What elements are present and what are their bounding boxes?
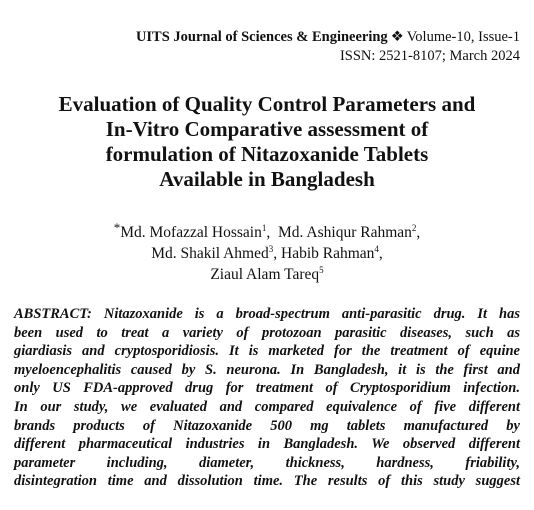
- abstract-line: In our study, we evaluated and compared equivalence of five different: [14, 398, 520, 415]
- affiliation-number: 1: [261, 223, 267, 233]
- abstract-line: ABSTRACT: Nitazoxanide is a broad-spectrum anti-parasitic drug. It has: [14, 306, 520, 322]
- affiliation-number: 3: [268, 244, 274, 254]
- abstract-line: been used to treat a variety of protozoan parasitic diseases, such as: [14, 324, 520, 341]
- author-name: Md. Mofazzal Hossain: [120, 224, 262, 241]
- abstract-line: giardiasis and cryptosporidiosis. It is marketed for the treatment of equine: [14, 343, 520, 360]
- abstract: [14, 305, 520, 491]
- abstract-line: only US FDA-approved drug for treatment of Cryptosporidium infection.: [14, 380, 520, 397]
- title-line: Available in Bangladesh: [159, 167, 375, 191]
- separator-glyph: ❖: [390, 29, 404, 45]
- affiliation-number: 5: [319, 265, 324, 275]
- corresponding-author-mark: *: [113, 220, 121, 235]
- affiliation-number: 2: [411, 223, 417, 233]
- volume-issue: Volume-10, Issue-1: [406, 29, 520, 45]
- author-list: [0, 222, 534, 285]
- author-name: Md. Shakil Ahmed: [151, 245, 269, 262]
- title-line: Evaluation of Quality Control Parameters and: [58, 92, 476, 116]
- author-line: Md. Shakil Ahmed$^3$, Habib Rahman$^4$,: [151, 244, 383, 262]
- paper-title: [0, 92, 534, 192]
- abstract-line: myeloencephalitis caused by S. neurona. In Bangladesh, it is the first and: [14, 361, 520, 378]
- author-name: Ziaul Alam Tareq: [210, 266, 320, 283]
- author-name: Habib Rahman: [281, 245, 375, 262]
- journal-header: [136, 28, 520, 66]
- title-line: formulation of Nitazoxanide Tablets: [105, 142, 429, 166]
- abstract-line: different pharmaceutical industries in Bangladesh. We observed different: [14, 436, 520, 453]
- journal-name: UITS Journal of Sciences & Engineering: [135, 29, 388, 45]
- title-line: In-Vitro Comparative assessment of: [105, 117, 429, 141]
- author-line: *Md. Mofazzal Hossain$^1$, Md. Ashiqur Rahman$^2$,: [113, 220, 421, 241]
- affiliation-number: 4: [374, 244, 379, 254]
- journal-header-line-1: [136, 28, 520, 47]
- abstract-line: parameter including, diameter, thickness, hardness, friability,: [14, 454, 520, 471]
- abstract-line: disintegration time and dissolution time. The results of this study suggest: [14, 473, 520, 490]
- abstract-line: brands products of Nitazoxanide 500 mg tablets manufactured by: [14, 417, 520, 434]
- author-line: [0, 264, 534, 285]
- author-name: Md. Ashiqur Rahman: [277, 224, 412, 241]
- issn-date: ISSN: 2521-8107; March 2024: [339, 48, 520, 64]
